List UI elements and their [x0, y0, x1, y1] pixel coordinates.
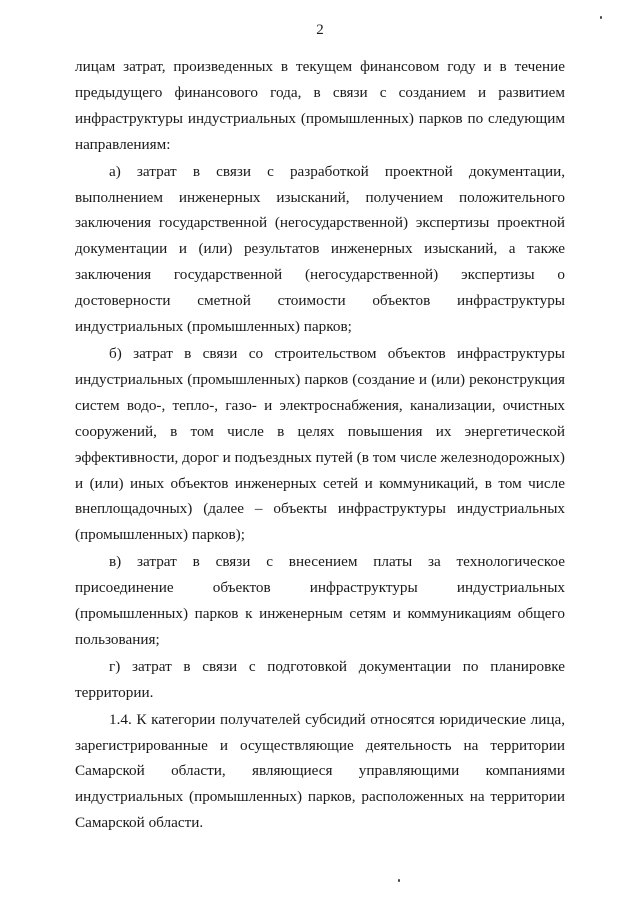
text-line: 1.4. К категории получателей субсидий относятся юридические лица, [109, 710, 565, 728]
text-line: эффективности, дорог и подъездных путей (в том числе железнодорожных) [75, 448, 565, 466]
paragraph-item-v [75, 549, 565, 653]
text-line: а) затрат в связи с разработкой проектной документации, [109, 162, 565, 180]
text-line: систем водо-, тепло-, газо- и электроснабжения, канализации, очистных [75, 396, 565, 414]
text-line: внеплощадочных) (далее – объекты инфраструктуры индустриальных [75, 500, 565, 518]
scan-speck [600, 16, 602, 19]
document-body [75, 54, 565, 836]
text-line: лицам затрат, произведенных в текущем финансовом году и в течение [75, 58, 565, 75]
paragraph-item-b [75, 341, 565, 548]
text-line: пользования; [75, 630, 160, 648]
text-line: зарегистрированные и осуществляющие деятельность на территории [75, 736, 565, 754]
paragraph-item-g [75, 654, 565, 706]
paragraph-item-a [75, 159, 565, 340]
text-line: индустриальных (промышленных) парков; [75, 318, 352, 336]
text-line: и (или) иных объектов инженерных сетей и коммуникаций, в том числе [75, 474, 565, 492]
text-line: документации и (или) результатов инженерных изысканий, а также [75, 240, 565, 258]
text-line: достоверности сметной стоимости объектов инфраструктуры [75, 292, 565, 310]
text-line: Самарской области. [75, 814, 204, 832]
text-line: заключения государственной (негосударственной) экспертизы о [75, 266, 565, 284]
text-line: сооружений, в том числе в целях повышения их энергетической [75, 422, 565, 440]
text-line: г) затрат в связи с подготовкой документации по планировке [109, 657, 565, 675]
text-line: присоединение объектов инфраструктуры индустриальных [75, 579, 565, 597]
text-line: заключения государственной (негосударственной) экспертизы проектной [75, 214, 565, 232]
text-line: б) затрат в связи со строительством объектов инфраструктуры [109, 344, 565, 362]
text-line: (промышленных) парков); [75, 526, 245, 544]
text-line: выполнением инженерных изысканий, получением положительного [75, 188, 565, 206]
text-line: территории. [75, 683, 154, 701]
text-line: (промышленных) парков к инженерным сетям и коммуникациям общего [75, 605, 565, 623]
text-line: инфраструктуры индустриальных (промышленных) парков по следующим [75, 109, 565, 127]
text-line: направлениям: [75, 135, 171, 153]
text-line: Самарской области, являющиеся управляющими компаниями [75, 762, 565, 780]
scan-speck [398, 879, 400, 882]
page-number: 2 [316, 22, 324, 38]
text-line: в) затрат в связи с внесением платы за технологическое [109, 553, 565, 571]
text-line: индустриальных (промышленных) парков, расположенных на территории [75, 788, 565, 806]
text-line: индустриальных (промышленных) парков (создание и (или) реконструкция [75, 370, 565, 388]
paragraph-intro [75, 54, 565, 158]
paragraph-section-1-4 [75, 707, 565, 837]
text-line: предыдущего финансового года, в связи с созданием и развитием [75, 83, 565, 101]
